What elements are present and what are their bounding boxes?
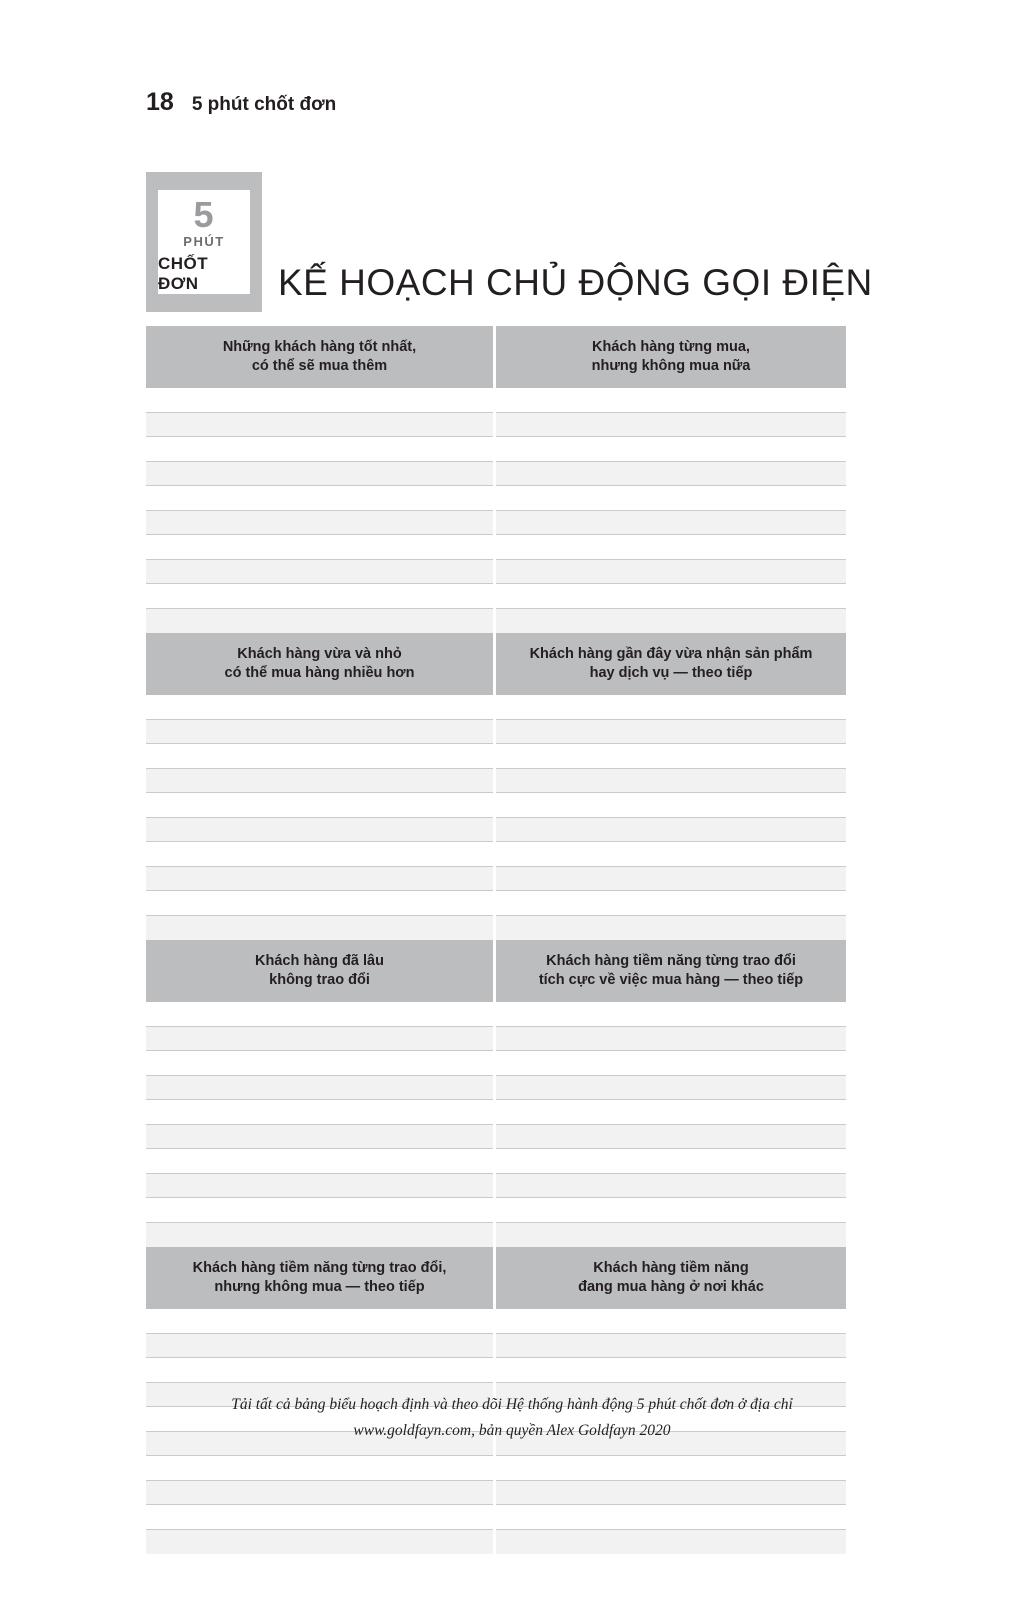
table-row[interactable] [496, 720, 846, 745]
table-row[interactable] [146, 1481, 493, 1506]
table-row[interactable] [146, 916, 493, 941]
table-row[interactable] [146, 793, 493, 818]
table-row[interactable] [146, 842, 493, 867]
table-row[interactable] [496, 413, 846, 438]
table-row[interactable] [146, 1223, 493, 1248]
table-row[interactable] [146, 1358, 493, 1383]
table-row[interactable] [496, 1076, 846, 1101]
column-header [496, 633, 846, 695]
brand-logo [146, 172, 262, 312]
running-head [146, 88, 336, 117]
table-row[interactable] [496, 1002, 846, 1027]
table-row[interactable] [496, 818, 846, 843]
table-row[interactable] [496, 1334, 846, 1359]
table-row[interactable] [146, 1027, 493, 1052]
table-row[interactable] [146, 560, 493, 585]
page-title: KẾ HOẠCH CHỦ ĐỘNG GỌI ĐIỆN [278, 262, 873, 303]
column-header-line1: Những khách hàng tốt nhất, [222, 339, 417, 355]
footer-line-2: www.goldfayn.com, bản quyền Alex Goldfayn 2020 [353, 1422, 671, 1439]
table-row[interactable] [146, 1125, 493, 1150]
table-row[interactable] [146, 1530, 493, 1555]
table-row[interactable] [496, 744, 846, 769]
table-row[interactable] [496, 1358, 846, 1383]
table-row[interactable] [146, 1051, 493, 1076]
column-header [496, 1247, 846, 1309]
table-row[interactable] [496, 1223, 846, 1248]
logo-phut-label: PHÚT [183, 234, 225, 249]
table-row[interactable] [146, 535, 493, 560]
column-header [146, 633, 493, 695]
table-row[interactable] [146, 609, 493, 634]
table-row[interactable] [146, 1334, 493, 1359]
table-row[interactable] [496, 1309, 846, 1334]
table-row[interactable] [496, 1481, 846, 1506]
column-header [146, 326, 493, 388]
table-column-right [496, 633, 846, 940]
table-row[interactable] [146, 1100, 493, 1125]
table-row[interactable] [496, 535, 846, 560]
table-section [146, 633, 846, 940]
column-header-line2: nhưng không mua — theo tiếp [214, 1279, 425, 1295]
table-row[interactable] [146, 1076, 493, 1101]
table-row[interactable] [496, 1530, 846, 1555]
table-row[interactable] [146, 1149, 493, 1174]
column-header-line1: Khách hàng từng mua, [592, 339, 750, 355]
table-row[interactable] [146, 1309, 493, 1334]
table-row[interactable] [146, 1174, 493, 1199]
table-row[interactable] [496, 560, 846, 585]
table-column-left [146, 633, 496, 940]
table-row[interactable] [496, 584, 846, 609]
entry-rows [146, 1002, 493, 1247]
table-row[interactable] [146, 1198, 493, 1223]
column-header-line2: đang mua hàng ở nơi khác [578, 1279, 764, 1295]
table-section [146, 326, 846, 633]
call-plan-table [146, 326, 846, 1554]
table-row[interactable] [496, 891, 846, 916]
column-header-line2: tích cực về việc mua hàng — theo tiếp [538, 972, 804, 988]
table-row[interactable] [496, 793, 846, 818]
table-row[interactable] [146, 1505, 493, 1530]
table-row[interactable] [496, 1051, 846, 1076]
column-header-line1: Khách hàng tiềm năng từng trao đổi, [192, 1260, 447, 1276]
table-row[interactable] [496, 486, 846, 511]
column-header-line2: có thể sẽ mua thêm [251, 358, 388, 374]
table-column-right [496, 326, 846, 633]
table-row[interactable] [496, 388, 846, 413]
table-row[interactable] [496, 609, 846, 634]
table-row[interactable] [496, 1456, 846, 1481]
page-footer [0, 1392, 1024, 1444]
table-row[interactable] [146, 584, 493, 609]
table-row[interactable] [146, 891, 493, 916]
logo-number: 5 [193, 194, 215, 235]
column-header [146, 940, 493, 1002]
table-row[interactable] [496, 1174, 846, 1199]
column-header-line1: Khách hàng gần đây vừa nhận sản phẩm [529, 646, 813, 662]
column-header-line2: hay dịch vụ — theo tiếp [589, 665, 753, 681]
entry-rows [146, 695, 493, 940]
column-header [146, 1247, 493, 1309]
table-row[interactable] [146, 486, 493, 511]
table-row[interactable] [496, 769, 846, 794]
table-row[interactable] [146, 744, 493, 769]
table-row[interactable] [496, 1198, 846, 1223]
column-header [496, 326, 846, 388]
table-row[interactable] [496, 1505, 846, 1530]
table-row[interactable] [496, 462, 846, 487]
table-row[interactable] [496, 867, 846, 892]
table-column-right [496, 940, 846, 1247]
table-row[interactable] [496, 1100, 846, 1125]
table-row[interactable] [496, 1027, 846, 1052]
column-header-line2: nhưng không mua nữa [591, 358, 751, 374]
table-section [146, 940, 846, 1247]
book-title: 5 phút chốt đơn [191, 94, 337, 115]
table-row[interactable] [146, 720, 493, 745]
table-row[interactable] [146, 818, 493, 843]
table-row[interactable] [146, 1002, 493, 1027]
table-row[interactable] [496, 1149, 846, 1174]
table-row[interactable] [496, 511, 846, 536]
table-row[interactable] [496, 842, 846, 867]
column-header-line2: có thể mua hàng nhiều hơn [224, 665, 415, 681]
table-row[interactable] [496, 695, 846, 720]
table-column-left [146, 940, 496, 1247]
column-header [496, 940, 846, 1002]
table-row[interactable] [146, 437, 493, 462]
table-row[interactable] [146, 413, 493, 438]
table-row[interactable] [146, 769, 493, 794]
entry-rows [496, 695, 846, 940]
column-header-line1: Khách hàng tiềm năng từng trao đổi [546, 953, 796, 969]
entry-rows [496, 388, 846, 633]
table-row[interactable] [496, 437, 846, 462]
brand-logo-inner [158, 190, 250, 294]
table-row[interactable] [146, 462, 493, 487]
column-header-line1: Khách hàng tiềm năng [593, 1260, 749, 1276]
logo-chotdon-label: CHỐT ĐƠN [158, 254, 209, 293]
table-row[interactable] [146, 1456, 493, 1481]
table-row[interactable] [146, 867, 493, 892]
table-row[interactable] [496, 916, 846, 941]
table-row[interactable] [146, 511, 493, 536]
column-header-line1: Khách hàng vừa và nhỏ [237, 646, 402, 662]
entry-rows [496, 1002, 846, 1247]
table-column-left [146, 326, 496, 633]
column-header-line2: không trao đổi [269, 972, 370, 988]
table-row[interactable] [496, 1125, 846, 1150]
page-number: 18 [146, 88, 174, 116]
table-row[interactable] [146, 695, 493, 720]
footer-line-1: Tải tất cả bảng biểu hoạch định và theo dõi Hệ thống hành động 5 phút chốt đơn ở địa chỉ [231, 1396, 793, 1413]
column-header-line1: Khách hàng đã lâu [255, 953, 384, 969]
table-row[interactable] [146, 388, 493, 413]
entry-rows [146, 388, 493, 633]
